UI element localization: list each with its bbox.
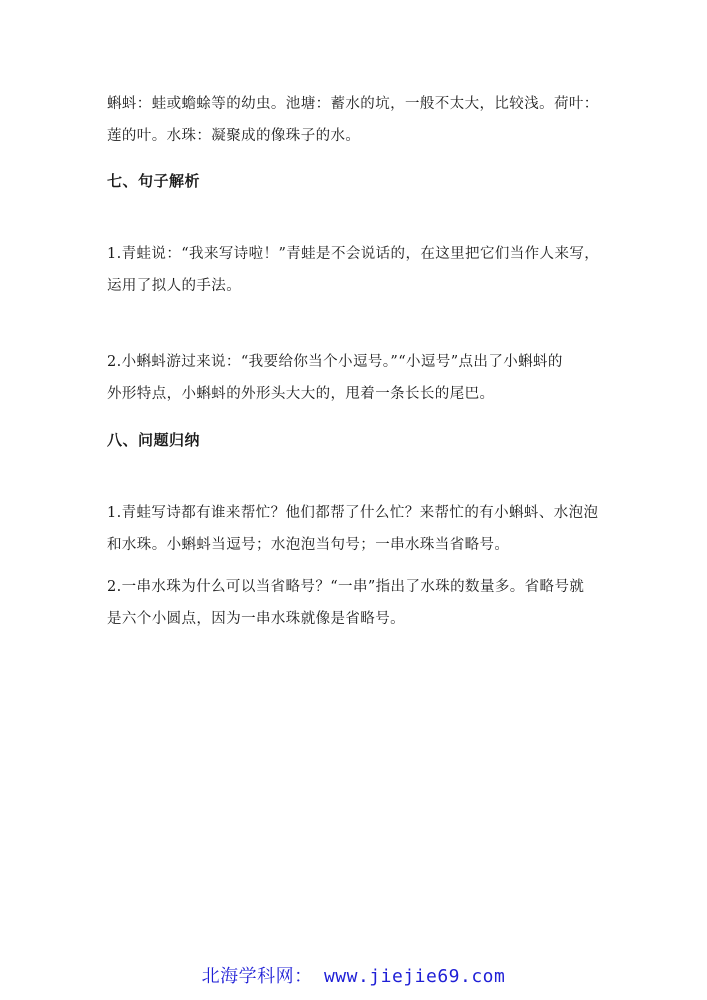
section-7-item-1-line-1: 1.青蛙说：“我来写诗啦！”青蛙是不会说话的，在这里把它们当作人来写， — [107, 246, 600, 262]
section-7-item-2 — [107, 346, 603, 410]
section-7-heading: 七、句子解析 — [107, 172, 201, 190]
section-8-item-2-line-2: 是六个小圆点，因为一串水珠就像是省略号。 — [107, 611, 405, 627]
footer-watermark: 北海学科网： www.jiejie69.com — [201, 966, 506, 987]
section-7-item-1-line-2: 运用了拟人的手法。 — [107, 278, 242, 294]
section-8-item-1 — [107, 497, 603, 561]
section-8-heading: 八、问题归纳 — [107, 431, 201, 449]
section-8-item-1-line-2: 和水珠。小蝌蚪当逗号；水泡泡当句号；一串水珠当省略号。 — [107, 537, 510, 553]
definitions-line-1: 蝌蚪：蛙或蟾蜍等的幼虫。池塘：蓄水的坑，一般不太大，比较浅。荷叶： — [107, 96, 599, 112]
section-7-item-2-line-2: 外形特点，小蝌蚪的外形头大大的，甩着一条长长的尾巴。 — [107, 386, 495, 402]
section-8-item-2 — [107, 571, 603, 635]
definitions-paragraph — [107, 88, 603, 152]
section-8-item-1-line-1: 1.青蛙写诗都有谁来帮忙？他们都帮了什么忙？来帮忙的有小蝌蚪、水泡泡 — [107, 505, 599, 521]
section-7-item-2-line-1: 2.小蝌蚪游过来说：“我要给你当个小逗号。”“小逗号”点出了小蝌蚪的 — [107, 354, 563, 370]
section-7-item-1 — [107, 238, 603, 302]
definitions-line-2: 莲的叶。水珠：凝聚成的像珠子的水。 — [107, 128, 361, 144]
section-8-item-2-line-1: 2.一串水珠为什么可以当省略号？“一串”指出了水珠的数量多。省略号就 — [107, 579, 585, 595]
